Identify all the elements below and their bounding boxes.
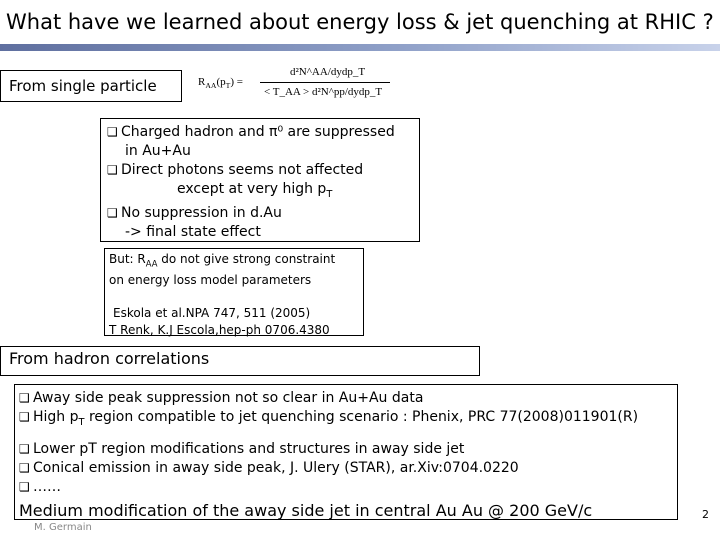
slide-title: What have we learned about energy loss & jet quenching at RHIC ?	[6, 10, 714, 34]
formula-numerator: d²N^AA/dydp_T	[290, 66, 366, 78]
bullet-item: ❑ Conical emission in away side peak, J. Ulery (STAR), ar.Xiv:0704.0220	[19, 459, 519, 476]
bullet-item: ❑ Away side peak suppression not so clear in Au+Au data	[19, 390, 424, 406]
bullet-item: ❑ Charged hadron and π⁰ are suppressed	[107, 124, 395, 140]
page-number: 2	[702, 508, 709, 521]
bullet-item: ❑ Lower pT region modifications and structures in away side jet	[19, 440, 465, 457]
bullet-continuation: -> final state effect	[125, 223, 261, 240]
checkbox-bullet-icon: ❑	[19, 479, 30, 494]
reference-eskola: Eskola et al.NPA 747, 511 (2005)	[113, 306, 311, 321]
single-particle-label: From single particle	[0, 70, 182, 102]
checkbox-bullet-icon: ❑	[19, 391, 30, 405]
reference-renk: T Renk, K.J Escola,hep-ph 0706.4380	[109, 323, 330, 338]
checkbox-bullet-icon: ❑	[19, 441, 30, 456]
formula-lhs: $R_{AA}(p_T)$ =	[198, 76, 243, 91]
bullet-item: ❑ Direct photons seems not affected	[107, 162, 364, 178]
raa-formula	[198, 64, 398, 108]
checkbox-bullet-icon: ❑	[19, 460, 30, 475]
bullet-continuation: except at very high $p_T$	[177, 181, 333, 200]
single-particle-bullets	[100, 118, 420, 242]
hadron-correlations-label: From hadron correlations	[0, 346, 480, 376]
checkbox-bullet-icon: ❑	[107, 205, 118, 220]
checkbox-bullet-icon: ❑	[107, 163, 118, 177]
constraint-line-2: on energy loss model parameters	[109, 273, 312, 288]
correlation-bullets	[14, 384, 678, 520]
checkbox-bullet-icon: ❑	[107, 125, 118, 139]
conclusion-line: Medium modification of the away side jet in central Au Au @ 200 GeV/c	[19, 500, 593, 520]
formula-denominator: < T_AA > d²N^pp/dydp_T	[264, 86, 383, 98]
bullet-item: ❑ ……	[19, 478, 61, 495]
constraint-note-box	[104, 248, 364, 336]
bullet-item: ❑ High $p_T$ region compatible to jet quenching scenario : Phenix, PRC 77(2008)011901(R)	[19, 408, 673, 432]
constraint-line-1: But: $R_{AA}$ do not give strong constraint	[109, 252, 336, 269]
bullet-item: ❑ No suppression in d.Au	[107, 204, 282, 221]
checkbox-bullet-icon: ❑	[19, 410, 30, 424]
title-rule	[0, 44, 720, 51]
bullet-continuation: in Au+Au	[125, 143, 191, 159]
author-footer: M. Germain	[34, 522, 92, 533]
fraction-bar	[260, 82, 390, 83]
